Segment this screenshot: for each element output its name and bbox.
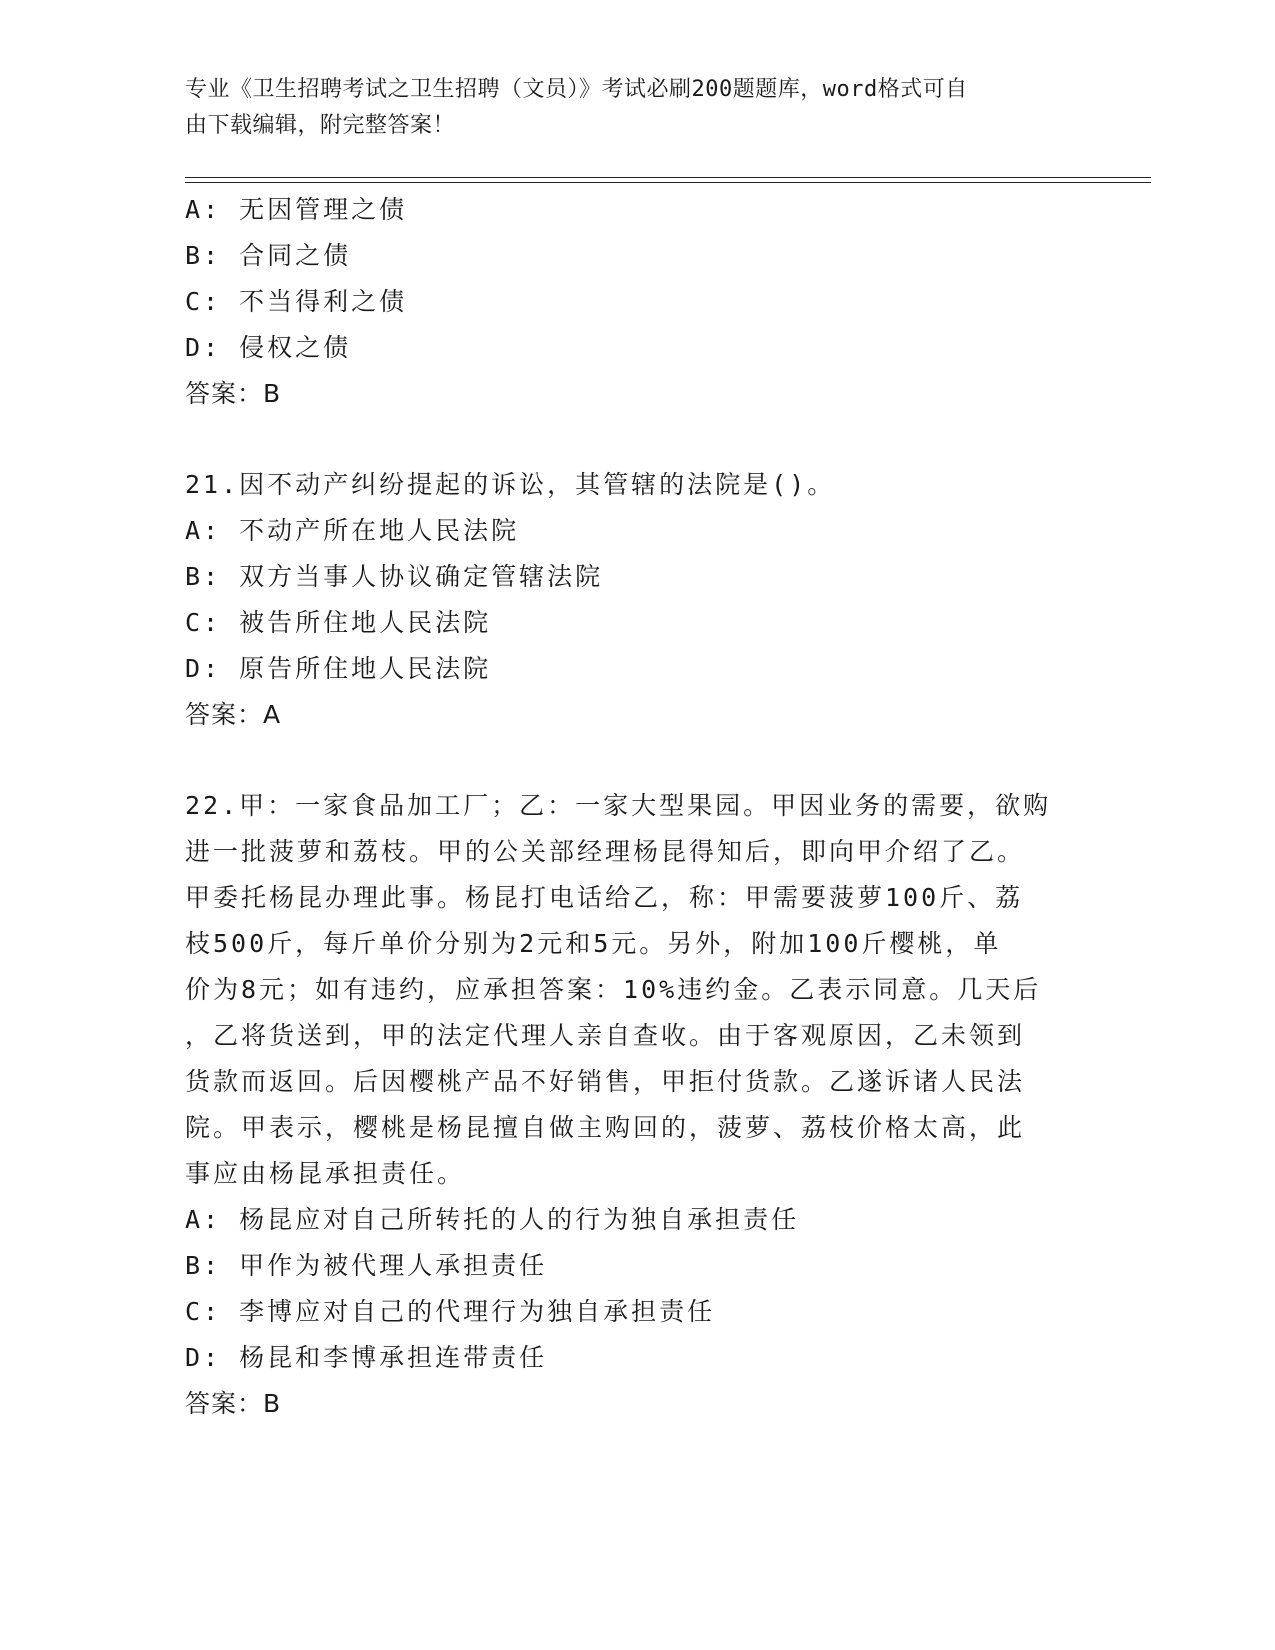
spacer: [185, 738, 1085, 783]
question-text: [185, 783, 1085, 1197]
answer: 答案：B: [185, 379, 282, 408]
question-20: [185, 187, 1085, 417]
option-c: C: 不当得利之债: [185, 287, 408, 316]
question-line: 价为8元；如有违约，应承担答案：10%违约金。乙表示同意。几天后: [185, 975, 1042, 1004]
question-22: [185, 783, 1085, 1427]
header-line-1: 专业《卫生招聘考试之卫生招聘（文员）》考试必刷200题题库，word格式可自: [185, 77, 968, 102]
question-text: 21.因不动产纠纷提起的诉讼，其管辖的法院是()。: [185, 470, 836, 499]
option-b: B: 双方当事人协议确定管辖法院: [185, 562, 604, 591]
answer: 答案：B: [185, 1389, 282, 1418]
question-line: 货款而返回。后因樱桃产品不好销售，甲拒付货款。乙遂诉诸人民法: [185, 1067, 1026, 1096]
question-line: 甲委托杨昆办理此事。杨昆打电话给乙，称：甲需要菠萝100斤、荔: [185, 883, 1024, 912]
option-a: A: 无因管理之债: [185, 195, 408, 224]
option-d: D: 原告所住地人民法院: [185, 654, 492, 683]
option-c: C: 被告所住地人民法院: [185, 608, 492, 637]
option-b: B: 合同之债: [185, 241, 352, 270]
option-d: D: 侵权之债: [185, 333, 352, 362]
question-line: 事应由杨昆承担责任。: [185, 1159, 466, 1188]
question-21: [185, 462, 1085, 738]
question-line: ，乙将货送到，甲的法定代理人亲自查收。由于客观原因，乙未领到: [185, 1021, 1026, 1050]
header-line-2: 由下载编辑，附完整答案！: [185, 113, 456, 138]
question-content: [185, 187, 1085, 1427]
header-divider-top: [185, 177, 1151, 178]
document-header: [185, 72, 1065, 144]
option-a: A: 不动产所在地人民法院: [185, 516, 520, 545]
question-line: 院。甲表示，樱桃是杨昆擅自做主购回的，菠萝、荔枝价格太高，此: [185, 1113, 1026, 1142]
option-c: C: 李博应对自己的代理行为独自承担责任: [185, 1297, 716, 1326]
option-d: D: 杨昆和李博承担连带责任: [185, 1343, 548, 1372]
spacer: [185, 417, 1085, 462]
question-line: 进一批菠萝和荔枝。甲的公关部经理杨昆得知后，即向甲介绍了乙。: [185, 837, 1026, 866]
option-a: A: 杨昆应对自己所转托的人的行为独自承担责任: [185, 1205, 800, 1234]
question-line: 枝500斤，每斤单价分别为2元和5元。另外，附加100斤樱桃，单: [185, 929, 1002, 958]
question-line: 22.甲：一家食品加工厂；乙：一家大型果园。甲因业务的需要，欲购: [185, 791, 1052, 820]
option-b: B: 甲作为被代理人承担责任: [185, 1251, 548, 1280]
header-divider-bottom: [185, 182, 1151, 183]
answer: 答案：A: [185, 700, 282, 729]
